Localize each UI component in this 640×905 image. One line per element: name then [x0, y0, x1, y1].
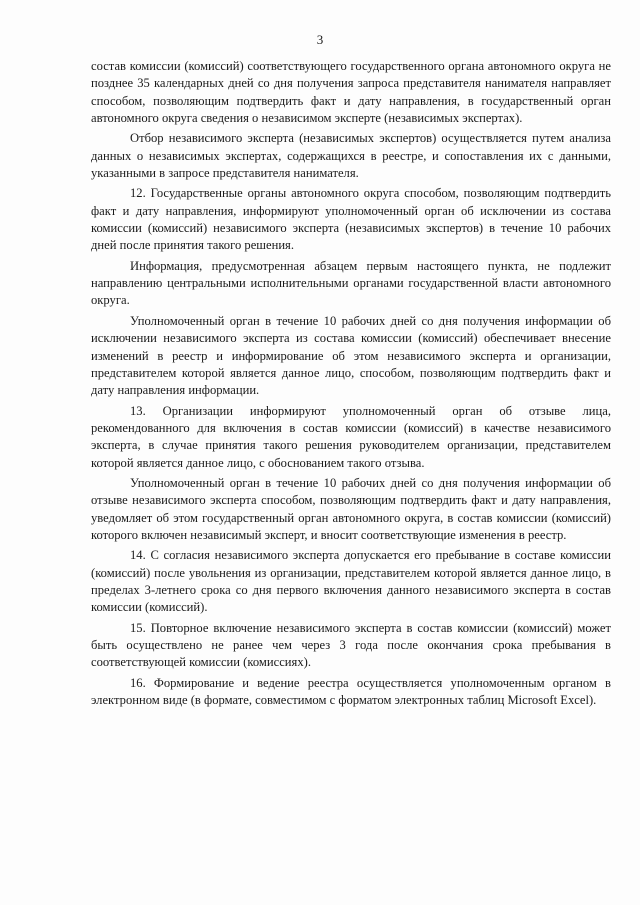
- page-number: 3: [316, 32, 324, 47]
- paragraph-clause-13-authorized-body: Уполномоченный орган в течение 10 рабочих дней со дня получения информации об отзыве независимого эксперта способом, позволяющим подтвердить факт и дату направления, уведомляет об этом государственный орган автономного округа, в состав комиссии (комиссий) которого включен независимый эксперт, и вносит соответствующие изменения в реестр.: [91, 475, 611, 542]
- paragraph-expert-selection: Отбор независимого эксперта (независимых экспертов) осуществляется путем анализа данных о независимых экспертах, содержащихся в реестре, и сопоставления их с данными, указанными в запросе представителя нанимателя.: [91, 131, 611, 181]
- paragraph-clause-16: 16. Формирование и ведение реестра осуществляется уполномоченным органом в электронном виде (в формате, совместимом с форматом электронных таблиц Microsoft Excel).: [91, 675, 611, 708]
- paragraph-clause-15: 15. Повторное включение независимого эксперта в состав комиссии (комиссий) может быть осуществлено не ранее чем через 3 года после окончания срока пребывания в соответствующей комиссии (комиссиях).: [91, 620, 611, 670]
- paragraph-continuation: состав комиссии (комиссий) соответствующего государственного органа автономного округа не позднее 35 календарных дней со дня получения запроса представителя нанимателя направляет способом, позволяющим подтвердить факт и дату направления, в государственный орган автономного округа сведения о независимом эксперте (независимых экспертах).: [91, 59, 611, 126]
- paragraph-clause-12-authorized-body: Уполномоченный орган в течение 10 рабочих дней со дня получения информации об исключении независимого эксперта из состава комиссии (комиссий) обеспечивает внесение изменений в реестр и информирование об этом независимого эксперта и организации, представителем которой является данное лицо, способом, позволяющим подтвердить факт и дату направления информации.: [91, 313, 611, 398]
- paragraph-clause-13: 13. Организации информируют уполномоченный орган об отзыве лица, рекомендованного для включения в состав комиссии (комиссий) в качестве независимого эксперта, в случае принятия такого решения руководителем организации, представителем которой является данное лицо, с обоснованием такого отзыва.: [91, 403, 611, 470]
- paragraph-clause-12: 12. Государственные органы автономного округа способом, позволяющим подтвердить факт и дату направления, информируют уполномоченный орган об исключении из состава комиссии (комиссий) независимого эксперта (независимых экспертов) в течение 10 рабочих дней после принятия такого решения.: [91, 186, 611, 253]
- document-body: [91, 58, 611, 712]
- paragraph-clause-14: 14. С согласия независимого эксперта допускается его пребывание в составе комиссии (комиссий) после увольнения из организации, представителем которой является данное лицо, в пределах 3-летнего срока со дня первого включения данного независимого эксперта в состав комиссии (комиссий).: [91, 548, 611, 615]
- paragraph-clause-12-information: Информация, предусмотренная абзацем первым настоящего пункта, не подлежит направлению центральными исполнительными органами государственной власти автономного округа.: [91, 258, 611, 308]
